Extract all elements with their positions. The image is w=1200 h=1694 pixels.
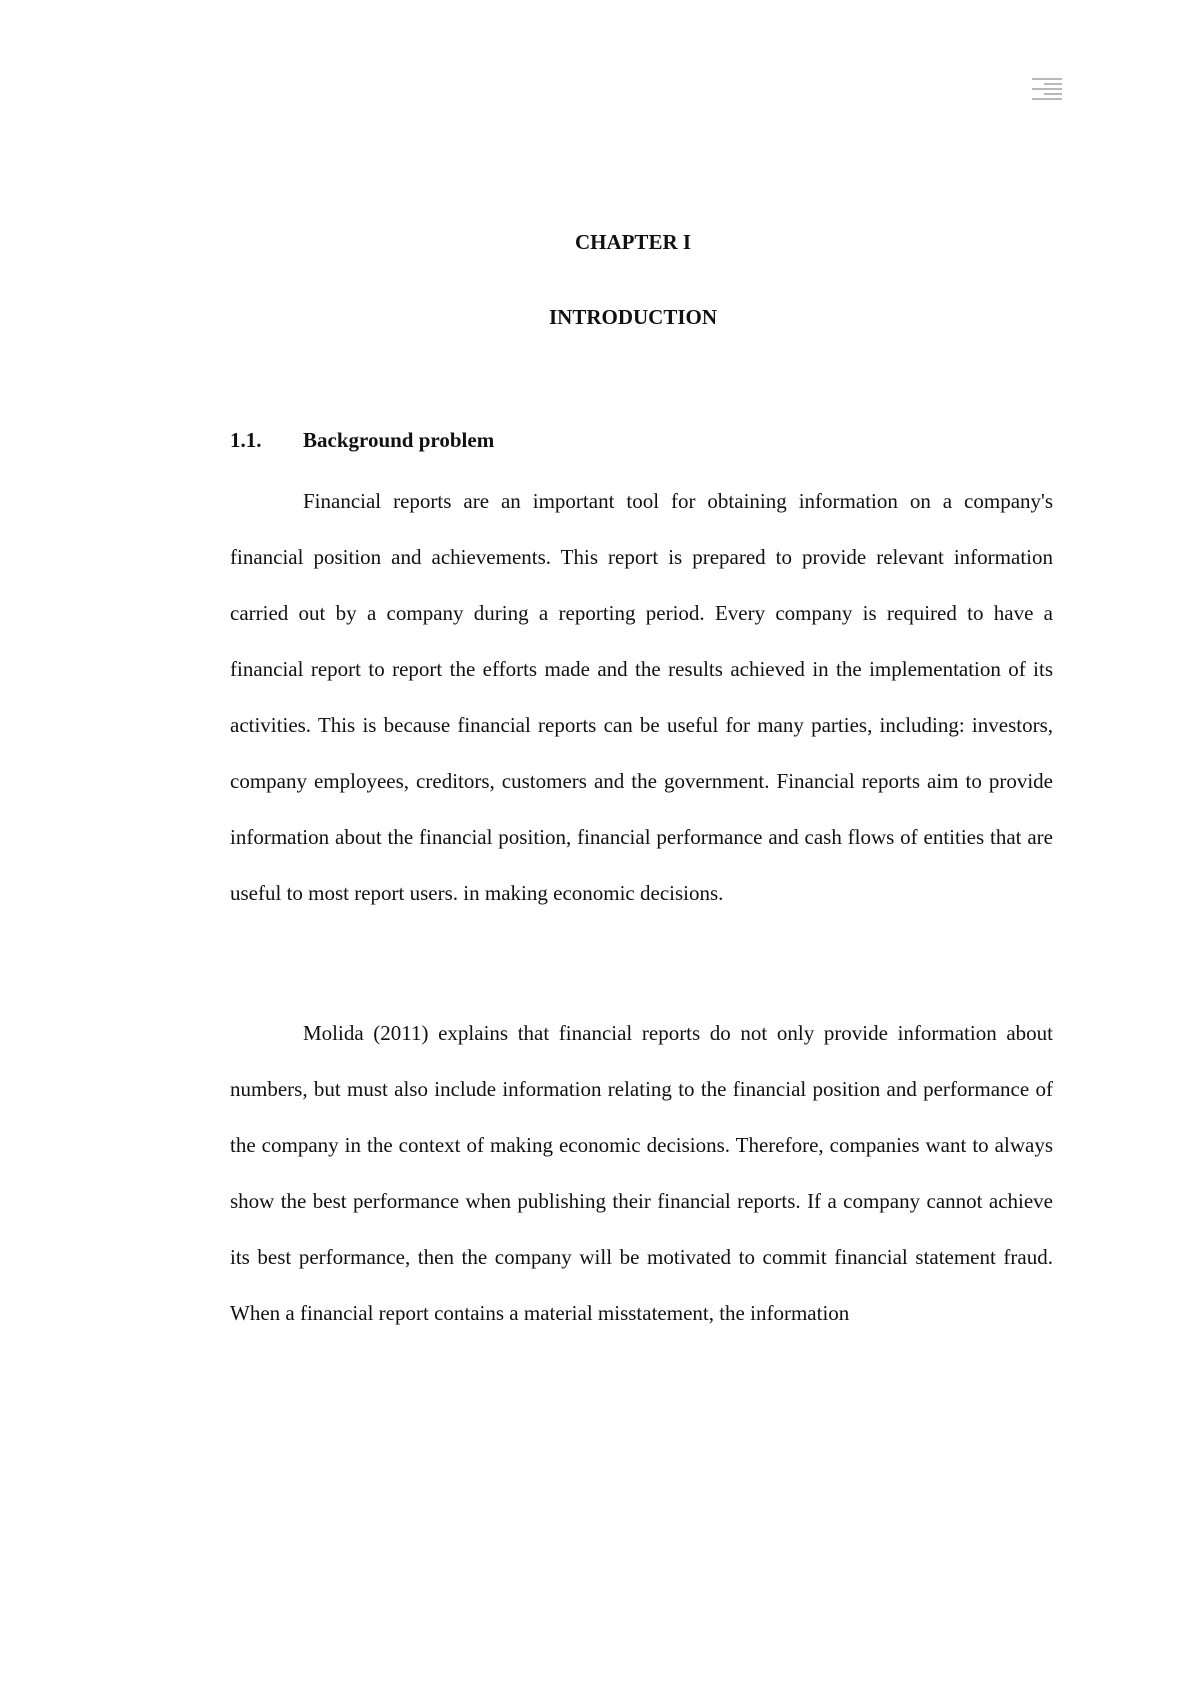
section-heading bbox=[230, 428, 494, 453]
chapter-title: INTRODUCTION bbox=[548, 305, 718, 329]
paragraph: Financial reports are an important tool for obtaining information on a company's financial position and achievements. This report is prepared to provide relevant information carried out by a company during a reporting period. Every company is required to have a financial report to report the efforts made and the results achieved in the implementation of its activities. This is because financial reports can be useful for many parties, including: investors, company employees, creditors, customers and the government. Financial reports aim to provide information about the financial position, financial performance and cash flows of entities that are useful to most report users. in making economic decisions. bbox=[230, 489, 1053, 905]
section-number: 1.1. bbox=[230, 428, 262, 452]
chapter-number: CHAPTER I bbox=[574, 230, 692, 254]
section-title: Background problem bbox=[303, 428, 495, 452]
document-logo-icon bbox=[1032, 78, 1062, 104]
paragraph: Molida (2011) explains that financial reports do not only provide information about numbers, but must also include information relating to the financial position and performance of the company in the context of making economic decisions. Therefore, companies want to always show the best performance when publishing their financial reports. If a company cannot achieve its best performance, then the company will be motivated to commit financial statement fraud. When a financial report contains a material misstatement, the information bbox=[230, 1021, 1053, 1325]
